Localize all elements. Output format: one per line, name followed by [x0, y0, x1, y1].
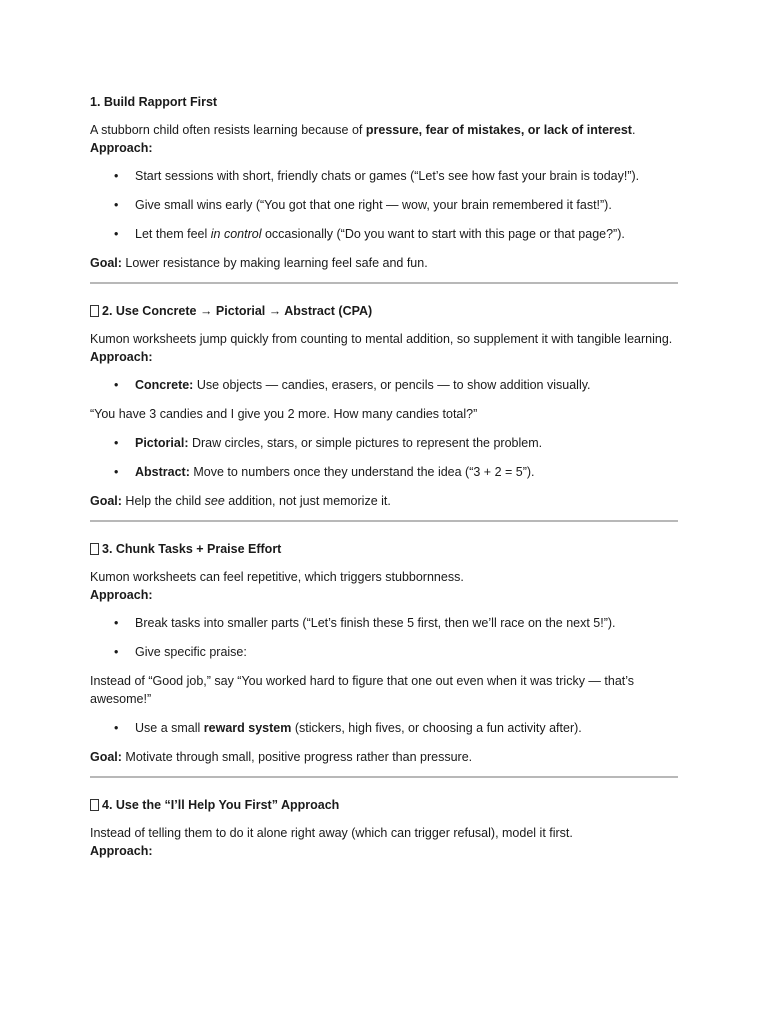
list-item: • Break tasks into smaller parts (“Let’s finish these 5 first, then we’ll race on the next 5!”).: [90, 614, 680, 632]
list-item: • Give specific praise:: [90, 643, 680, 661]
section-1-bullets: [90, 167, 680, 243]
section-3-title: 3. Chunk Tasks + Praise Effort: [90, 540, 680, 558]
section-2-intro: Kumon worksheets jump quickly from counting to mental addition, so supplement it with tangible learning.: [90, 332, 673, 346]
list-item: • Start sessions with short, friendly chats or games (“Let’s see how fast your brain is today!”).: [90, 167, 680, 185]
divider: [90, 282, 678, 284]
missing-glyph-icon: [90, 305, 99, 317]
divider: [90, 520, 678, 522]
list-item: • Give small wins early (“You got that one right — wow, your brain remembered it fast!”).: [90, 196, 680, 214]
section-3-quote: Instead of “Good job,” say “You worked hard to figure that one out even when it was tricky — that’s awesome!”: [90, 674, 635, 706]
missing-glyph-icon: [90, 543, 99, 555]
list-item: • Concrete: Use objects — candies, erasers, or pencils — to show addition visually.: [90, 376, 680, 394]
list-item: • Use a small reward system (stickers, high fives, or choosing a fun activity after).: [90, 719, 680, 737]
section-3-bullets-b: [90, 719, 680, 737]
section-4-title: 4. Use the “I’ll Help You First” Approach: [90, 796, 680, 814]
section-2-bullets-b: [90, 434, 680, 481]
section-3-intro: Kumon worksheets can feel repetitive, which triggers stubbornness.: [90, 570, 464, 584]
section-2-title: 2. Use Concrete → Pictorial → Abstract (CPA): [90, 302, 680, 320]
missing-glyph-icon: [90, 799, 99, 811]
list-item: • Let them feel in control occasionally (“Do you want to start with this page or that page?”).: [90, 225, 680, 243]
section-4-intro: Instead of telling them to do it alone right away (which can trigger refusal), model it first.: [90, 826, 573, 840]
section-2-approach-label: Approach:: [90, 350, 153, 364]
document-content: [90, 93, 680, 870]
section-2-quote: “You have 3 candies and I give you 2 more. How many candies total?”: [90, 407, 478, 421]
section-2-bullets-a: [90, 376, 680, 394]
divider: [90, 776, 678, 778]
section-3-bullets-a: [90, 614, 680, 661]
section-1-title: 1. Build Rapport First: [90, 95, 218, 109]
section-2-goal: Goal: Help the child see addition, not just memorize it.: [90, 494, 391, 508]
section-3-goal: Goal: Motivate through small, positive progress rather than pressure.: [90, 750, 473, 764]
list-item: • Abstract: Move to numbers once they understand the idea (“3 + 2 = 5”).: [90, 463, 680, 481]
section-1-goal: Goal: Lower resistance by making learning feel safe and fun.: [90, 256, 428, 270]
section-3-approach-label: Approach:: [90, 588, 153, 602]
section-4-approach-label: Approach:: [90, 844, 153, 858]
section-1-intro: A stubborn child often resists learning because of pressure, fear of mistakes, or lack of interest.: [90, 123, 636, 137]
section-1-approach-label: Approach:: [90, 141, 153, 155]
list-item: • Pictorial: Draw circles, stars, or simple pictures to represent the problem.: [90, 434, 680, 452]
